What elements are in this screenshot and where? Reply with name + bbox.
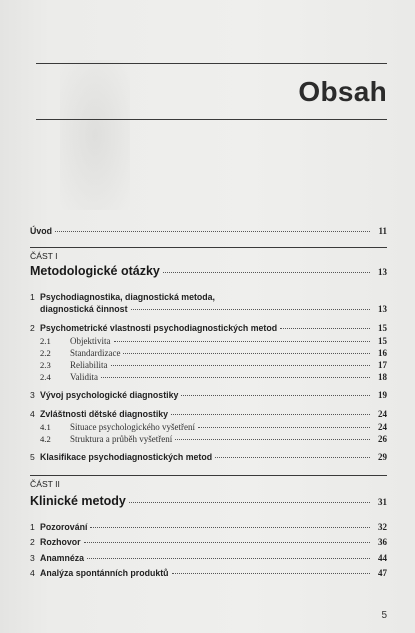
print-through-shadow: [60, 60, 130, 210]
toc-page-number: 15: [378, 336, 387, 346]
toc-entry-label: Psychometrické vlastnosti psychodiagnostických metod: [40, 323, 278, 333]
chapter-number: 5: [30, 452, 35, 462]
page-title: Obsah: [298, 76, 387, 107]
toc-entry-intro[interactable]: [30, 226, 387, 236]
toc-page-number: 17: [378, 360, 387, 370]
section-number: 2.2: [40, 348, 51, 358]
toc-page-number: 24: [378, 409, 387, 419]
toc-page-number: 24: [378, 422, 387, 432]
leader-dots: [181, 394, 370, 396]
toc-page-number: 29: [378, 452, 387, 462]
chapter-number: 2: [30, 323, 35, 333]
leader-dots: [129, 501, 370, 503]
toc-page-number: 16: [378, 348, 387, 358]
toc-entry-label: Analýza spontánních produktů: [40, 568, 169, 578]
toc-entry-label: Reliabilita: [70, 360, 108, 370]
leader-dots: [172, 572, 370, 574]
toc-entry[interactable]: [30, 409, 387, 419]
toc-entry-label: Objektivita: [70, 336, 111, 346]
leader-dots: [87, 557, 370, 559]
leader-dots: [131, 308, 371, 310]
toc-subentry[interactable]: [30, 434, 387, 444]
leader-dots: [171, 413, 370, 415]
toc-entry[interactable]: [30, 390, 387, 400]
leader-dots: [123, 352, 370, 354]
section-number: 4.2: [40, 434, 51, 444]
section-number: 4.1: [40, 422, 51, 432]
toc-entry-label: Anamnéza: [40, 553, 84, 563]
toc-entry[interactable]: [30, 568, 387, 578]
chapter-number: 4: [30, 409, 35, 419]
leader-dots: [84, 541, 370, 543]
leader-dots: [163, 271, 370, 273]
leader-dots: [111, 364, 371, 366]
toc-page-number: 31: [378, 497, 387, 507]
chapter-number: 1: [30, 522, 35, 532]
toc-entry-label: Rozhovor: [40, 537, 81, 547]
toc-page-number: 44: [378, 553, 387, 563]
toc-entry-label: Psychodiagnostika, diagnostická metoda,: [40, 292, 216, 302]
toc-page-number: 13: [378, 304, 387, 314]
toc-entry-label: Standardizace: [70, 348, 121, 358]
toc-page-number: 11: [378, 226, 387, 236]
toc-part-heading[interactable]: [30, 264, 387, 278]
part-divider-rule: [30, 475, 387, 476]
leader-dots: [215, 456, 370, 458]
leader-dots: [114, 340, 371, 342]
chapter-number: 2: [30, 537, 35, 547]
toc-entry-label: Klasifikace psychodiagnostických metod: [40, 452, 213, 462]
toc-entry-label: Vývoj psychologické diagnostiky: [40, 390, 179, 400]
toc-subentry[interactable]: [30, 348, 387, 358]
page-folio-number: 5: [381, 610, 387, 621]
chapter-number: 1: [30, 292, 35, 302]
chapter-number: 3: [30, 390, 35, 400]
toc-page-number: 32: [378, 522, 387, 532]
toc-part-heading[interactable]: [30, 494, 387, 508]
section-number: 2.1: [40, 336, 51, 346]
toc-page-number: 19: [378, 390, 387, 400]
toc-entry[interactable]: [30, 553, 387, 563]
toc-page-number: 15: [378, 323, 387, 333]
toc-entry-label: diagnostická činnost: [40, 304, 128, 314]
toc-entry[interactable]: [30, 522, 387, 532]
toc-entry-label: Pozorování: [40, 522, 88, 532]
leader-dots: [280, 327, 370, 329]
toc-page-number: 13: [378, 267, 387, 277]
toc-entry-label: Struktura a průběh vyšetření: [70, 434, 173, 444]
toc-subentry[interactable]: [30, 372, 387, 382]
leader-dots: [55, 230, 370, 232]
leader-dots: [90, 526, 370, 528]
leader-dots: [175, 438, 370, 440]
section-number: 2.3: [40, 360, 51, 370]
part-heading: Klinické metody: [30, 494, 126, 508]
part-heading: Metodologické otázky: [30, 264, 160, 278]
chapter-number: 4: [30, 568, 35, 578]
title-top-rule: [36, 63, 387, 64]
part-divider-rule: [30, 247, 387, 248]
toc-subentry[interactable]: [30, 360, 387, 370]
toc-entry-continuation[interactable]: [30, 304, 387, 314]
chapter-number: 3: [30, 553, 35, 563]
toc-entry[interactable]: [30, 323, 387, 333]
toc-entry-label: Zvláštnosti dětské diagnostiky: [40, 409, 169, 419]
part-label: ČÁST II: [30, 479, 60, 489]
leader-dots: [101, 376, 370, 378]
title-bottom-rule: [36, 119, 387, 120]
toc-entry-label: Situace psychologického vyšetření: [70, 422, 195, 432]
toc-subentry[interactable]: [30, 422, 387, 432]
toc-entry[interactable]: [30, 537, 387, 547]
toc-page-number: 18: [378, 372, 387, 382]
toc-entry[interactable]: [30, 452, 387, 462]
part-label: ČÁST I: [30, 251, 58, 261]
toc-page-number: 36: [378, 537, 387, 547]
section-number: 2.4: [40, 372, 51, 382]
toc-page-number: 47: [378, 568, 387, 578]
leader-dots: [198, 426, 370, 428]
toc-entry-label: Validita: [70, 372, 98, 382]
toc-entry-label: Úvod: [30, 226, 52, 236]
toc-subentry[interactable]: [30, 336, 387, 346]
toc-entry[interactable]: [30, 292, 387, 302]
toc-page-number: 26: [378, 434, 387, 444]
